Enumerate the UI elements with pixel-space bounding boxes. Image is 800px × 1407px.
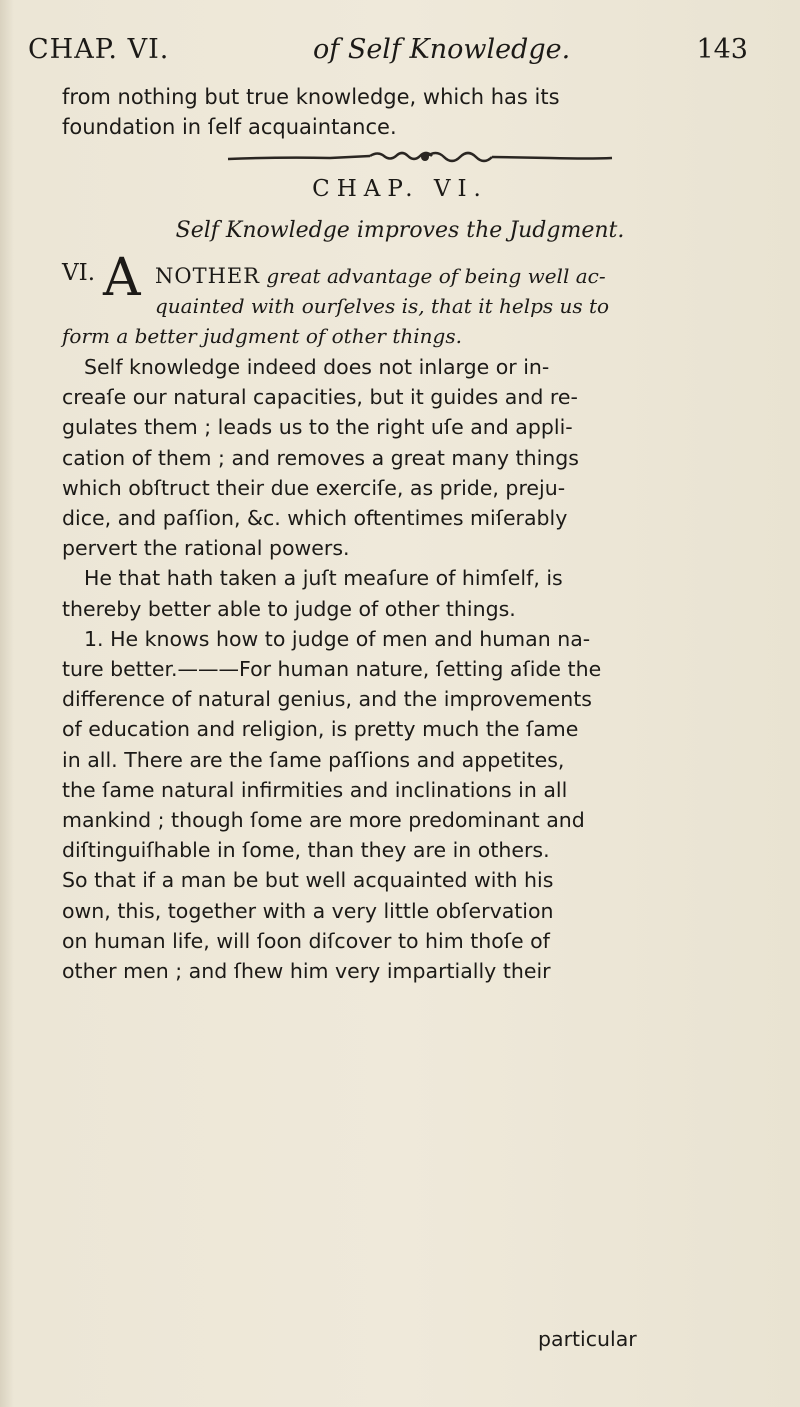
opening-line-2: quainted with ourſelves is, that it helps us to	[155, 294, 610, 318]
body-line: ture better.———For human nature, ſetting aſide the	[62, 657, 602, 682]
section-number: VI.	[62, 260, 96, 286]
ornamental-rule-icon	[220, 147, 620, 169]
catchword: particular	[538, 1327, 637, 1351]
chapter-subtitle: Self Knowledge improves the Judgment.	[175, 218, 625, 243]
body-line: Self knowledge indeed does not inlarge or in-	[84, 355, 550, 379]
page-number: 143	[696, 34, 748, 65]
body-line: thereby better able to judge of other things.	[62, 596, 516, 621]
body-line: own, this, together with a very little obſervation	[62, 898, 554, 923]
body-line: of education and religion, is pretty much the ſame	[62, 717, 579, 742]
running-head	[28, 34, 748, 74]
opening-line-1-rest: great advantage of being well ac-	[260, 264, 606, 288]
body-line: the ſame natural infirmities and inclinations in all	[62, 777, 568, 802]
chapter-heading: CHAP. VI.	[312, 176, 488, 202]
body-line: in all. There are the ſame paſſions and appetites,	[62, 747, 565, 772]
opening-line-1	[62, 261, 662, 291]
section-opening	[62, 261, 662, 351]
intro-line-1: from nothing but true knowledge, which has its	[62, 85, 560, 109]
body-line: difference of natural genius, and the improvements	[62, 687, 592, 712]
running-head-title: of Self Knowledge.	[313, 34, 571, 65]
intro-paragraph	[62, 83, 662, 142]
body-line: gulates them ; leads us to the right uſe and appli-	[62, 415, 573, 440]
body-line: other men ; and ſhew him very impartially their	[62, 959, 551, 984]
body-line: mankind ; though ſome are more predominant and	[62, 808, 585, 833]
body-line: creaſe our natural capacities, but it guides and re-	[62, 385, 578, 410]
body-line: 1. He knows how to judge of men and human na-	[84, 626, 591, 651]
body-line: which obſtruct their due exerciſe, as pride, preju-	[62, 475, 566, 500]
body-line: diſtinguiſhable in ſome, than they are in others.	[62, 838, 550, 863]
intro-line-2: foundation in ſelf acquaintance.	[62, 114, 397, 139]
body-line: pervert the rational powers.	[62, 536, 350, 561]
opening-line-3: form a better judgment of other things.	[62, 324, 462, 348]
body-line: He that hath taken a juſt meaſure of himſelf, is	[84, 566, 563, 591]
body-line: on human life, will ſoon diſcover to him thoſe of	[62, 928, 550, 953]
drop-cap: A	[103, 248, 141, 308]
body-line: dice, and paſſion, &c. which oftentimes miſerably	[62, 506, 568, 531]
body-line: cation of them ; and removes a great many things	[62, 445, 579, 470]
running-head-chapter: CHAP. VI.	[28, 34, 170, 65]
opening-caps: NOTHER	[155, 264, 261, 288]
body-text	[62, 352, 662, 986]
body-line: So that if a man be but well acquainted with his	[62, 868, 554, 893]
